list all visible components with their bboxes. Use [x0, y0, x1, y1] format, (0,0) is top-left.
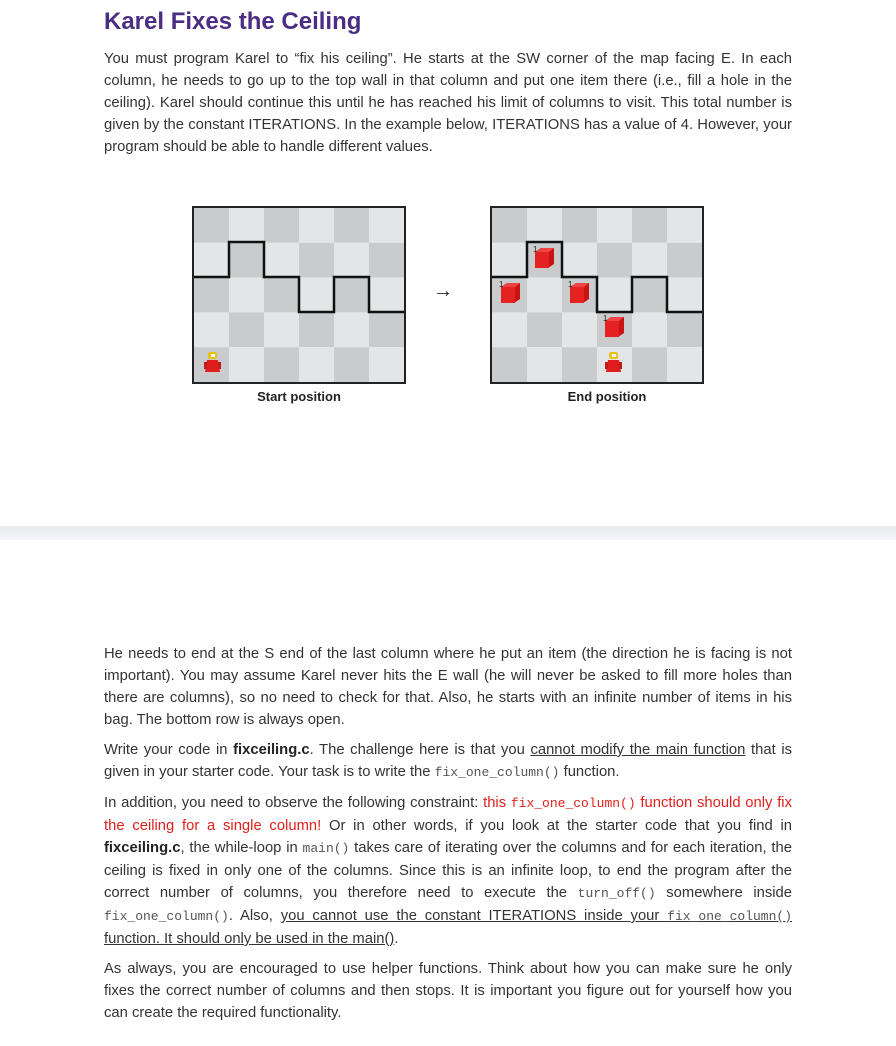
end-grid — [490, 206, 704, 384]
grid-cell — [369, 278, 404, 313]
grid-cell — [334, 208, 369, 243]
grid-cell — [299, 347, 334, 382]
grid-cell — [334, 278, 369, 313]
code-turn-off: turn_off() — [577, 886, 656, 901]
end-caption: End position — [567, 389, 647, 404]
text: , the while-loop in — [180, 840, 303, 856]
grid-cell — [492, 208, 527, 243]
paragraph-helper-functions: As always, you are encouraged to use helper functions. Think about how you can make sure he only fixes the correct number of columns and then stops. It is important you figure out for yourself how you can create the required functionality. — [104, 961, 792, 1021]
paragraph-constraint — [104, 792, 792, 950]
text: takes care of iterating over the columns and for each iteration, the ceiling is fixed in only one of the columns. Since this is an infinite loop, to end the program after the correct number of columns, you therefore need to execute the — [104, 840, 792, 901]
grid-cell — [527, 278, 562, 313]
end-grid-board — [492, 208, 702, 382]
grid-cell — [492, 243, 527, 278]
grid-cell — [369, 208, 404, 243]
start-caption: Start position — [257, 389, 341, 404]
underlined-text: cannot modify the main function — [530, 742, 746, 758]
grid-cell — [632, 208, 667, 243]
code-fix-one-column: fix_one_column() — [510, 796, 636, 811]
grid-cell — [229, 208, 264, 243]
grid-cell — [334, 243, 369, 278]
item-count: 1 — [603, 314, 608, 323]
item-block-icon — [533, 245, 554, 268]
grid-cell — [229, 243, 264, 278]
grid-cell — [562, 243, 597, 278]
paragraph-write-code — [104, 739, 792, 784]
grid-cell — [264, 278, 299, 313]
arrow-icon: → — [433, 280, 453, 302]
grid-cell — [334, 347, 369, 382]
grid-cell — [632, 312, 667, 347]
grid-cell — [264, 243, 299, 278]
grid-cell — [194, 312, 229, 347]
item-count: 1 — [533, 245, 538, 254]
text: . — [394, 931, 399, 947]
grid-cell — [667, 208, 702, 243]
grid-cell — [334, 312, 369, 347]
text: function. — [559, 764, 620, 780]
grid-cell — [299, 243, 334, 278]
item-block-icon — [499, 280, 520, 303]
grid-cell — [667, 243, 702, 278]
text: In addition, you need to observe the following constraint: — [104, 795, 484, 811]
grid-cell — [194, 243, 229, 278]
grid-cell — [194, 278, 229, 313]
section-divider — [0, 526, 896, 540]
text: that is given in your starter code. Your task is to write the — [104, 742, 793, 780]
text: Write your code in — [104, 742, 234, 758]
text: . The challenge here is that you — [309, 742, 531, 758]
code-fix-one-column: fix_one_column() — [667, 909, 793, 924]
grid-cell — [527, 347, 562, 382]
grid-cell — [667, 312, 702, 347]
grid-cell — [369, 243, 404, 278]
code-main: main() — [302, 841, 350, 856]
start-grid — [192, 206, 406, 384]
grid-cell — [229, 347, 264, 382]
grid-cell — [527, 312, 562, 347]
grid-cell — [597, 278, 632, 313]
underlined-text: you cannot use the constant ITERATIONS inside your fix_one_column() function. It should only be used in the main() — [104, 908, 793, 947]
constraint-highlight: this fix_one_column() function should only fix the ceiling for a single column! — [104, 795, 792, 834]
text: somewhere inside — [655, 885, 792, 901]
grid-cell — [299, 208, 334, 243]
grid-cell — [667, 347, 702, 382]
filename: fixceiling.c — [104, 840, 181, 856]
paragraph-ending: He needs to end at the S end of the last column where he put an item (the direction he is facing is not important). You may assume Karel never hits the E wall (he will never be asked to fill more holes than there are columns), so no need to check for that. Also, he starts with an infinite number of items in his bag. The bottom row is always open. — [104, 646, 792, 728]
grid-cell — [492, 312, 527, 347]
item-block-icon — [568, 280, 589, 303]
grid-cell — [264, 312, 299, 347]
grid-cell — [229, 312, 264, 347]
grid-cell — [369, 347, 404, 382]
grid-cell — [299, 312, 334, 347]
grid-cell — [597, 208, 632, 243]
text: Or in other words, if you look at the starter code that you find in — [321, 818, 793, 834]
item-count: 1 — [568, 280, 573, 289]
intro-section — [104, 48, 792, 158]
text: . Also, — [228, 908, 281, 924]
intro-paragraph: You must program Karel to “fix his ceiling”. He starts at the SW corner of the map facing E. In each column, he needs to go up to the top wall in that column and put one item there (i.e., fill a hole in the ceiling). Karel should continue this until he has reached his limit of columns to visit. This total number is given by the constant ITERATIONS. In the example below, ITERATIONS has a value of 4. However, your program should be able to handle different values. — [104, 51, 792, 155]
grid-cell — [194, 208, 229, 243]
grid-cell — [264, 208, 299, 243]
grid-cell — [562, 347, 597, 382]
filename: fixceiling.c — [233, 742, 310, 758]
grid-cell — [597, 243, 632, 278]
grid-cell — [632, 278, 667, 313]
instructions-section — [104, 643, 792, 1032]
grid-cell — [492, 347, 527, 382]
grid-cell — [299, 278, 334, 313]
grid-cell — [527, 208, 562, 243]
grid-cell — [667, 278, 702, 313]
grid-cell — [632, 243, 667, 278]
item-count: 1 — [499, 280, 504, 289]
start-grid-board — [194, 208, 404, 382]
code-fix-one-column: fix_one_column() — [104, 909, 229, 924]
grid-cell — [562, 208, 597, 243]
grid-cell — [562, 312, 597, 347]
code-fix-one-column: fix_one_column() — [434, 765, 560, 780]
grid-cell — [369, 312, 404, 347]
grid-cell — [264, 347, 299, 382]
item-block-icon — [603, 314, 624, 337]
page-title: Karel Fixes the Ceiling — [104, 8, 362, 35]
grid-cell — [632, 347, 667, 382]
grid-cell — [229, 278, 264, 313]
